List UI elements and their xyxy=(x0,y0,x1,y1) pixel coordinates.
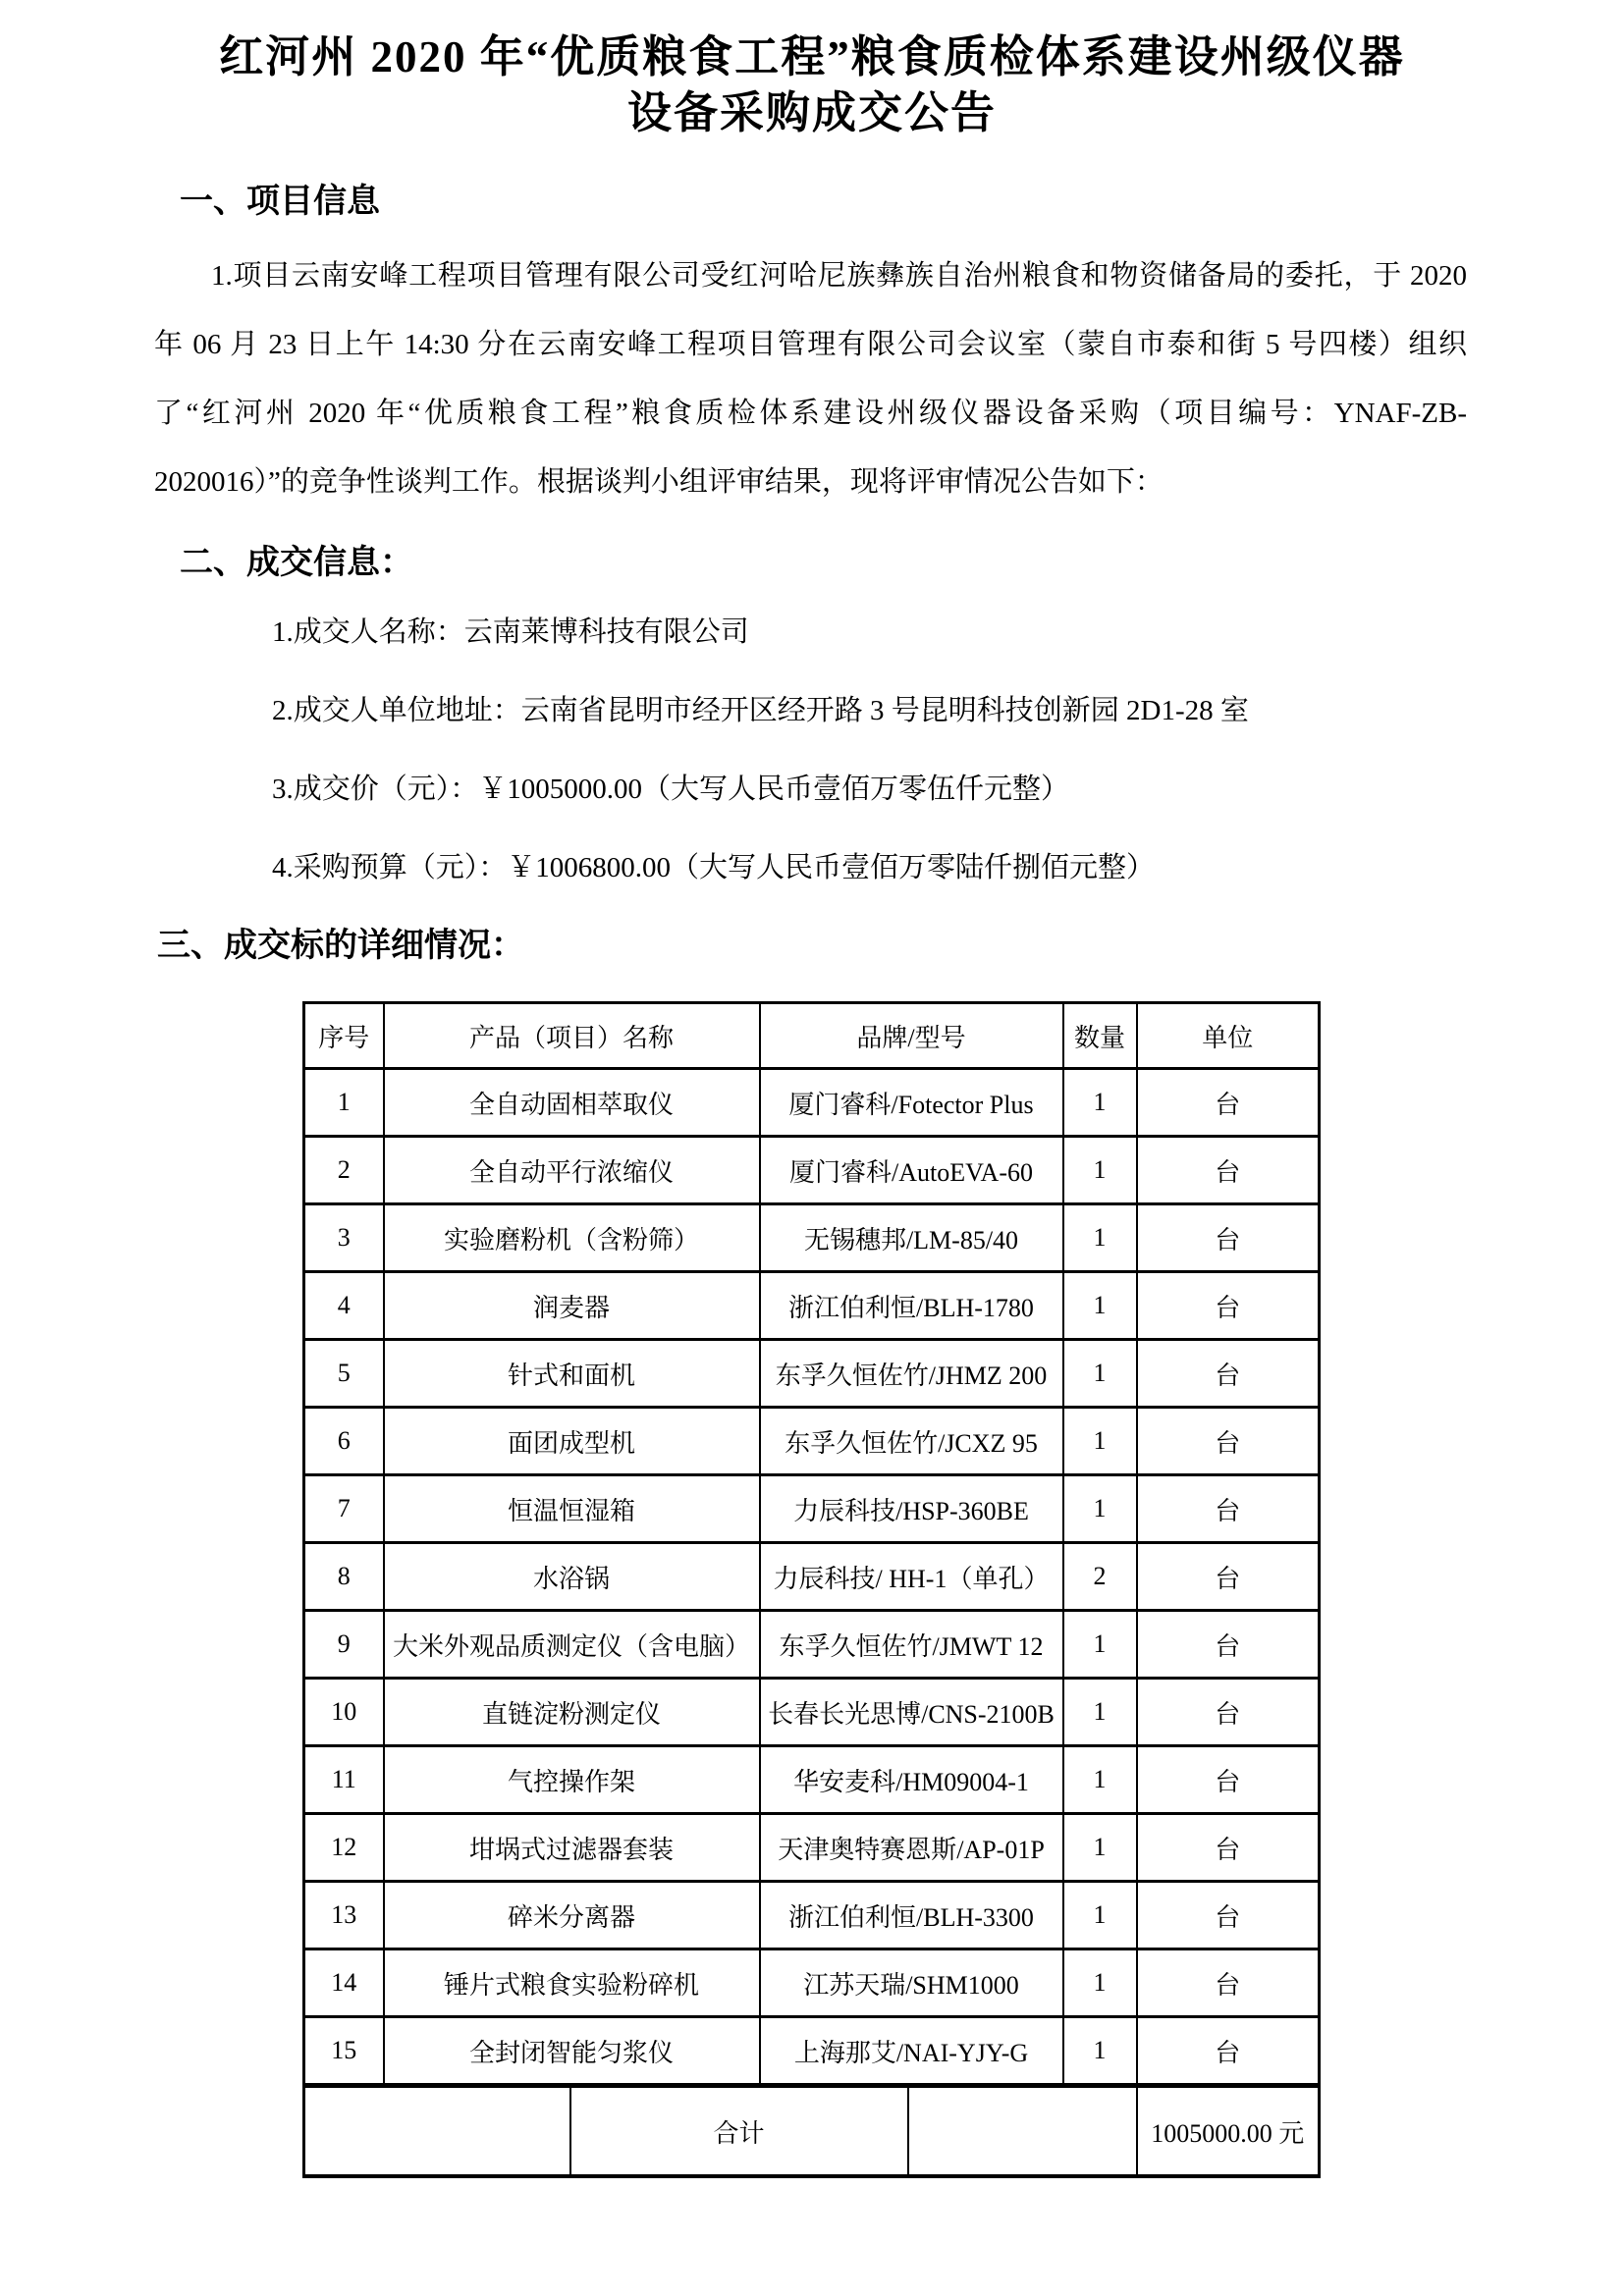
cell-index: 7 xyxy=(304,1475,384,1543)
total-blank-cell-1 xyxy=(304,2087,570,2176)
table-header-row xyxy=(304,1003,1320,1069)
col-header-unit: 单位 xyxy=(1137,1003,1320,1069)
table-row xyxy=(304,1408,1320,1475)
cell-product: 全自动固相萃取仪 xyxy=(384,1069,760,1137)
table-row xyxy=(304,1340,1320,1408)
cell-qty: 1 xyxy=(1063,1611,1137,1679)
cell-qty: 1 xyxy=(1063,2017,1137,2085)
col-header-product: 产品（项目）名称 xyxy=(384,1003,760,1069)
cell-brand: 上海那艾/NAI-YJY-G xyxy=(760,2017,1063,2085)
cell-product: 恒温恒湿箱 xyxy=(384,1475,760,1543)
cell-qty: 1 xyxy=(1063,1814,1137,1882)
cell-qty: 1 xyxy=(1063,1204,1137,1272)
cell-index: 6 xyxy=(304,1408,384,1475)
cell-product: 实验磨粉机（含粉筛） xyxy=(384,1204,760,1272)
total-label: 合计 xyxy=(570,2087,908,2176)
col-header-brand: 品牌/型号 xyxy=(760,1003,1063,1069)
cell-qty: 1 xyxy=(1063,1882,1137,1949)
cell-brand: 东孚久恒佐竹/JCXZ 95 xyxy=(760,1408,1063,1475)
page-title-line1: 红河州 2020 年“优质粮食工程”粮食质检体系建设州级仪器 xyxy=(219,32,1405,81)
cell-brand: 浙江伯利恒/BLH-3300 xyxy=(760,1882,1063,1949)
cell-unit: 台 xyxy=(1137,1204,1320,1272)
cell-index: 12 xyxy=(304,1814,384,1882)
cell-index: 5 xyxy=(304,1340,384,1408)
section-heading-project-info: 一、项目信息 xyxy=(180,183,380,220)
page-title xyxy=(0,0,1624,141)
cell-unit: 台 xyxy=(1137,2017,1320,2085)
cell-product: 碎米分离器 xyxy=(384,1882,760,1949)
award-details-table-wrap xyxy=(302,1001,1318,2178)
award-item-supplier-name: 1.成交人名称：云南莱博科技有限公司 xyxy=(272,616,749,648)
cell-index: 2 xyxy=(304,1137,384,1204)
award-item-award-price: 3.成交价（元）：￥1005000.00（大写人民币壹佰万零伍仟元整） xyxy=(272,774,1070,805)
section-heading-award-details: 三、成交标的详细情况： xyxy=(157,927,524,964)
cell-qty: 1 xyxy=(1063,1475,1137,1543)
cell-unit: 台 xyxy=(1137,1882,1320,1949)
cell-qty: 1 xyxy=(1063,1949,1137,2017)
cell-index: 9 xyxy=(304,1611,384,1679)
project-info-paragraph: 1.项目云南安峰工程项目管理有限公司受红河哈尼族彝族自治州粮食和物资储备局的委托，于 2020 年 06 月 23 日上午 14:30 分在云南安峰工程项目管理有限公司会议室（蒙自市泰和街 5 号四楼）组织了“红河州 2020 年“优质粮食工程”粮食质检体系建设州级仪器设备采购（项目编号：YNAF-ZB-2020016）”的竞争性谈判工作。根据谈判小组评审结果，现将评审情况公告如下： xyxy=(154,260,1467,498)
table-row xyxy=(304,1611,1320,1679)
cell-unit: 台 xyxy=(1137,1272,1320,1340)
cell-index: 11 xyxy=(304,1746,384,1814)
cell-unit: 台 xyxy=(1137,1814,1320,1882)
cell-brand: 东孚久恒佐竹/JHMZ 200 xyxy=(760,1340,1063,1408)
cell-brand: 华安麦科/HM09004-1 xyxy=(760,1746,1063,1814)
cell-product: 润麦器 xyxy=(384,1272,760,1340)
cell-qty: 1 xyxy=(1063,1746,1137,1814)
cell-product: 直链淀粉测定仪 xyxy=(384,1679,760,1746)
table-row xyxy=(304,1137,1320,1204)
cell-qty: 1 xyxy=(1063,1340,1137,1408)
table-row xyxy=(304,1814,1320,1882)
cell-index: 14 xyxy=(304,1949,384,2017)
col-header-qty: 数量 xyxy=(1063,1003,1137,1069)
cell-qty: 1 xyxy=(1063,1137,1137,1204)
cell-product: 大米外观品质测定仪（含电脑） xyxy=(384,1611,760,1679)
table-row xyxy=(304,1204,1320,1272)
award-item-budget: 4.采购预算（元）：￥1006800.00（大写人民币壹佰万零陆仟捌佰元整） xyxy=(272,852,1156,883)
cell-index: 8 xyxy=(304,1543,384,1611)
cell-product: 面团成型机 xyxy=(384,1408,760,1475)
cell-product: 全封闭智能匀浆仪 xyxy=(384,2017,760,2085)
table-row xyxy=(304,1679,1320,1746)
total-amount: 1005000.00 元 xyxy=(1137,2087,1320,2176)
award-item-supplier-address: 2.成交人单位地址：云南省昆明市经开区经开路 3 号昆明科技创新园 2D1-28 室 xyxy=(272,695,1249,726)
page-title-line2: 设备采购成交公告 xyxy=(626,88,997,137)
table-row xyxy=(304,1543,1320,1611)
table-row xyxy=(304,1069,1320,1137)
cell-unit: 台 xyxy=(1137,1611,1320,1679)
cell-qty: 2 xyxy=(1063,1543,1137,1611)
cell-index: 10 xyxy=(304,1679,384,1746)
table-row xyxy=(304,1475,1320,1543)
cell-brand: 厦门睿科/Fotector Plus xyxy=(760,1069,1063,1137)
cell-index: 15 xyxy=(304,2017,384,2085)
table-row xyxy=(304,1882,1320,1949)
cell-product: 坩埚式过滤器套装 xyxy=(384,1814,760,1882)
total-blank-cell-2 xyxy=(908,2087,1137,2176)
cell-product: 锤片式粮食实验粉碎机 xyxy=(384,1949,760,2017)
cell-unit: 台 xyxy=(1137,1746,1320,1814)
cell-unit: 台 xyxy=(1137,1475,1320,1543)
table-row xyxy=(304,2017,1320,2085)
award-details-table xyxy=(302,1001,1321,2086)
cell-unit: 台 xyxy=(1137,1679,1320,1746)
cell-product: 针式和面机 xyxy=(384,1340,760,1408)
cell-product: 水浴锅 xyxy=(384,1543,760,1611)
cell-index: 13 xyxy=(304,1882,384,1949)
cell-unit: 台 xyxy=(1137,1069,1320,1137)
table-row xyxy=(304,1272,1320,1340)
cell-index: 1 xyxy=(304,1069,384,1137)
cell-unit: 台 xyxy=(1137,1408,1320,1475)
col-header-index: 序号 xyxy=(304,1003,384,1069)
table-row xyxy=(304,1949,1320,2017)
cell-unit: 台 xyxy=(1137,1949,1320,2017)
cell-brand: 天津奥特赛恩斯/AP-01P xyxy=(760,1814,1063,1882)
cell-qty: 1 xyxy=(1063,1408,1137,1475)
cell-brand: 长春长光思博/CNS-2100B xyxy=(760,1679,1063,1746)
cell-index: 3 xyxy=(304,1204,384,1272)
section-heading-award-info: 二、成交信息： xyxy=(180,544,413,581)
cell-qty: 1 xyxy=(1063,1679,1137,1746)
cell-unit: 台 xyxy=(1137,1543,1320,1611)
award-details-total-row xyxy=(302,2086,1321,2178)
cell-brand: 力辰科技/HSP-360BE xyxy=(760,1475,1063,1543)
cell-qty: 1 xyxy=(1063,1069,1137,1137)
cell-qty: 1 xyxy=(1063,1272,1137,1340)
cell-product: 气控操作架 xyxy=(384,1746,760,1814)
table-row xyxy=(304,1746,1320,1814)
cell-unit: 台 xyxy=(1137,1340,1320,1408)
award-info-list xyxy=(272,611,1506,890)
cell-brand: 厦门睿科/AutoEVA-60 xyxy=(760,1137,1063,1204)
cell-brand: 无锡穗邦/LM-85/40 xyxy=(760,1204,1063,1272)
cell-unit: 台 xyxy=(1137,1137,1320,1204)
cell-brand: 江苏天瑞/SHM1000 xyxy=(760,1949,1063,2017)
total-row xyxy=(304,2087,1320,2176)
cell-brand: 东孚久恒佐竹/JMWT 12 xyxy=(760,1611,1063,1679)
cell-product: 全自动平行浓缩仪 xyxy=(384,1137,760,1204)
cell-brand: 浙江伯利恒/BLH-1780 xyxy=(760,1272,1063,1340)
cell-index: 4 xyxy=(304,1272,384,1340)
cell-brand: 力辰科技/ HH-1（单孔） xyxy=(760,1543,1063,1611)
